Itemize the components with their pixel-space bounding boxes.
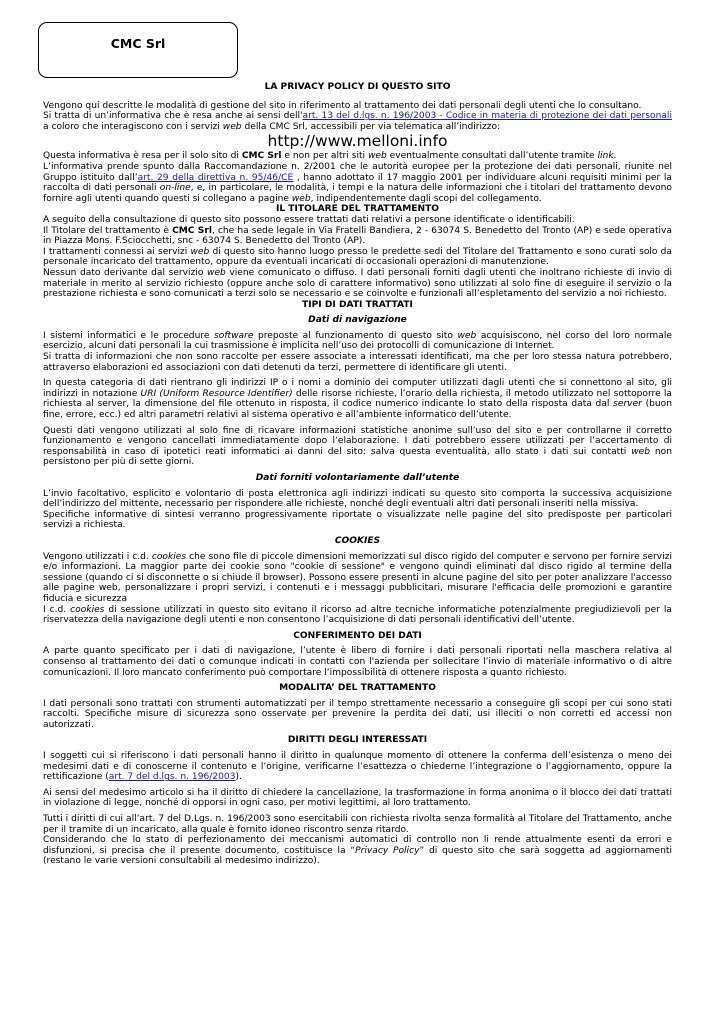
diritti-paragraph-4: Considerando che lo stato di perfezionamento dei meccanismi automatici di controllo non li rende attualmente esenti da errori e disfunzioni, si precisa che il presente documento, costituisce la “Privacy Policy” di questo sito che sarà soggetta ad aggiornamenti (restano le varie versioni consultabili al medesimo indirizzo). xyxy=(43,835,672,867)
art7-link[interactable]: art. 7 del d.lgs. n. 196/2003 xyxy=(108,772,236,783)
diritti-paragraph-2: Ai sensi del medesimo articolo si ha il diritto di chiedere la cancellazione, la trasformazione in forma anonima o il blocco dei dati trattati in violazione di legge, nonché di opporsi in ogni caso, per motivi legittimi, al loro trattamento. xyxy=(43,787,672,809)
intro-paragraph-4: L’informativa prende spunto dalla Raccomandazione n. 2/2001 che le autorità europee per la protezione dei dati personali, riunite nel Gruppo istituito dall’art. 29 della direttiva n. 95/46/CE , hanno adottato il 17 maggio 2001 per individuare alcuni requisiti minimi per la raccolta di dati personali on-line, e, in particolare, le modalità, i tempi e la natura delle informazioni che i titolari del trattamento devono fornire agli utenti quando questi si collegano a pagine web, indipendentemente dagli scopi del collegamento. xyxy=(43,161,672,204)
volontari-paragraph-2: Specifiche informative di sintesi verranno progressivamente riportate o visualizzate nelle pagine del sito predisposte per particolari servizi a richiesta. xyxy=(43,509,672,531)
section-heading-cookies: COOKIES xyxy=(334,535,381,546)
site-url: http://www.melloni.info xyxy=(267,132,448,151)
section-heading-conferimento: CONFERIMENTO DEI DATI xyxy=(293,630,422,641)
intro-paragraph-1: Vengono qui descritte le modalità di gestione del sito in riferimento al trattamento dei dati personali degli utenti che lo consultano. xyxy=(43,100,642,111)
section-heading-modalita: MODALITA’ DEL TRATTAMENTO xyxy=(279,683,436,694)
intro-paragraph-3: Questa informativa è resa per il solo sito di CMC Srl e non per altri siti web eventualmente consultati dall’utente tramite link. xyxy=(43,151,617,162)
document-title: LA PRIVACY POLICY DI QUESTO SITO xyxy=(264,82,451,92)
subheading-dati-volontari: Dati forniti volontariamente dall’utente xyxy=(255,473,460,483)
privacy-policy-document xyxy=(43,82,672,867)
titolare-paragraph-4: Nessun dato derivante dal servizio web viene comunicato o diffuso. I dati personali forniti dagli utenti che inoltrano richieste di invio di materiale in merito al servizio richiesto (oppure anche solo di carattere informativo) sono utilizzati al solo fine di eseguire il servizio o la prestazione richiesta e sono comunicati a terzi solo se necessario e se coinvolte e funzionali all’espletamento del servizio a noi richiesto. xyxy=(43,267,672,300)
modalita-paragraph-1: I dati personali sono trattati con strumenti automatizzati per il tempo strettamente necessario a conseguire gli scopi per cui sono stati raccolti. Specifiche misure di sicurezza sono osservate per prevenire la perdita dei dati, usi illeciti o non corretti ed accessi non autorizzati. xyxy=(43,698,672,730)
section-heading-tipi-dati: TIPI DI DATI TRATTATI xyxy=(302,299,413,310)
conferimento-paragraph-1: A parte quanto specificato per i dati di navigazione, l’utente è libero di fornire i dati personali riportati nella maschera relativa al consenso al trattamento dei dati o comunque indicati in contatti con l'azienda per sollecitare l’invio di materiale informativo o di altre comunicazioni. Il loro mancato conferimento può comportare l’impossibilità di ottenere risposta a quanto richiesto. xyxy=(43,646,672,678)
cookies-paragraph-2: I c.d. cookies di sessione utilizzati in questo sito evitano il ricorso ad altre tecniche informatiche potenzialmente pregiudizievoli per la riservatezza della navigazione degli utenti e non consentono l’acquisizione di dati personali identificativi dell’utente. xyxy=(43,604,672,626)
section-heading-diritti: DIRITTI DEGLI INTERESSATI xyxy=(287,735,428,746)
navigazione-paragraph-3: In questa categoria di dati rientrano gli indirizzi IP o i nomi a dominio dei computer utilizzati dagli utenti che si connettono al sito, gli indirizzi in notazione URI (Uniform Resource Identifier) delle risorse richieste, l’orario della richiesta, il metodo utilizzato nel sottoporre la richiesta al server, la dimensione del file ottenuto in risposta, il codice numerico indicante lo stato della risposta data dal server (buon fine, errore, ecc.) ed altri parametri relativi al sistema operativo e all’ambiente informatico dell’utente. xyxy=(43,378,672,421)
titolare-paragraph-1: A seguito della consultazione di questo sito possono essere trattati dati relativi a persone identificate o identificabili. xyxy=(43,214,575,225)
navigazione-paragraph-4: Questi dati vengono utilizzati al solo fine di ricavare informazioni statistiche anonime sull’uso del sito e per controllarne il corretto funzionamento e vengono cancellati immediatamente dopo l’elaborazione. I dati potrebbero essere utilizzati per l’accertamento di responsabilità in caso di ipotetici reati informatici ai danni del sito: salva questa eventualità, allo stato i dati sui contatti web non persistono per più di sette giorni. xyxy=(43,425,673,468)
volontari-paragraph-1: L’invio facoltativo, esplicito e volontario di posta elettronica agli indirizzi indicati su questo sito comporta la successiva acquisizione dell’indirizzo del mittente, necessario per rispondere alle richieste, nonché degli eventuali altri dati personali inseriti nella missiva. xyxy=(43,488,672,510)
company-header-box xyxy=(38,22,238,78)
navigazione-paragraph-1: I sistemi informatici e le procedure software preposte al funzionamento di questo sito web acquisiscono, nel corso del loro normale esercizio, alcuni dati personali la cui trasmissione è implicita nell’uso dei protocolli di comunicazione di Internet. xyxy=(43,330,672,352)
codice-privacy-link[interactable]: art. 13 del d.lgs. n. 196/2003 - Codice in materia di protezione dei dati personali xyxy=(302,111,672,122)
titolare-paragraph-3: I trattamenti connessi ai servizi web di questo sito hanno luogo presso le predette sedi del Titolare del Trattamento e sono curati solo da personale incaricato del trattamento, oppure da eventuali incaricati di occasionali operazioni di manutenzione. xyxy=(43,246,672,268)
diritti-paragraph-3: Tutti i diritti di cui all’art. 7 del D.Lgs. n. 196/2003 sono esercitabili con richiesta rivolta senza formalità al Titolare del Trattamento, anche per il tramite di un incaricato, alla quale è fornito idoneo riscontro senza ritardo. xyxy=(43,814,672,835)
navigazione-paragraph-2: Si tratta di informazioni che non sono raccolte per essere associate a interessati identificati, ma che per loro stessa natura potrebbero, attraverso elaborazioni ed associazioni con dati detenuti da terzi, permettere di identificare gli utenti. xyxy=(43,352,672,373)
section-heading-titolare: IL TITOLARE DEL TRATTAMENTO xyxy=(275,204,440,215)
titolare-paragraph-2: Il Titolare del trattamento è CMC Srl, che ha sede legale in Via Fratelli Bandiera, 2 - 63074 S. Benedetto del Tronto (AP) e sede operativa in Piazza Mons. F.Sciocchetti, snc - 63074 S. Benedetto del Tronto (AP). xyxy=(43,225,673,247)
cookies-paragraph-1: Vengono utilizzati i c.d. cookies che sono file di piccole dimensioni memorizzati sul disco rigido del computer e servono per fornire servizi e/o informazioni. La maggior parte dei cookie sono "cookie di sessione" e vengono quindi eliminati dal disco rigido al termine della sessione (quando ci si disconnette o si chiude il browser). Possono essere presenti in alcune pagine del sito per poter analizzare l'accesso alle pagine web, personalizzare i propri servizi, i contenuti e i messaggi pubblicitari, misurare l'efficacia delle promozioni e garantire fiducia e sicurezza xyxy=(43,551,672,604)
subheading-dati-navigazione: Dati di navigazione xyxy=(308,315,407,326)
direttiva-link[interactable]: art. 29 della direttiva n. 95/46/CE xyxy=(137,172,294,183)
company-name: CMC Srl xyxy=(110,36,166,51)
intro-paragraph-2: Si tratta di un’informativa che è resa anche ai sensi dell'art. 13 del d.lgs. n. 196/2003 - Codice in materia di protezione dei dati personali a coloro che interagiscono con i servizi web della CMC Srl, accessibili per via telematica all’indirizzo: xyxy=(43,111,672,132)
diritti-paragraph-1: I soggetti cui si riferiscono i dati personali hanno il diritto in qualunque momento di ottenere la conferma dell’esistenza o meno dei medesimi dati e di conoscerne il contenuto e l’origine, verificarne l’esattezza o chiederne l’integrazione o l’aggiornamento, oppure la rettificazione (art. 7 del d.lgs. n. 196/2003). xyxy=(43,751,672,783)
